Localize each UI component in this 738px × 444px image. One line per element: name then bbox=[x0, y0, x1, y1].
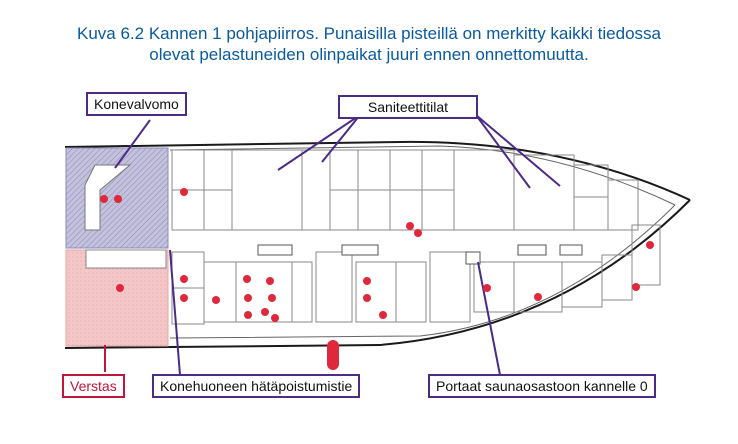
survivor-dot bbox=[363, 277, 371, 285]
survivor-dot bbox=[646, 241, 654, 249]
survivor-dot bbox=[100, 195, 108, 203]
survivor-dot bbox=[116, 284, 124, 292]
survivor-dot bbox=[212, 296, 220, 304]
survivor-dot bbox=[244, 311, 252, 319]
survivor-dot bbox=[406, 222, 414, 230]
caption-line-1: Kuva 6.2 Kannen 1 pohjapiirros. Punaisilla pisteillä on merkitty kaikki tiedossa bbox=[77, 24, 661, 43]
survivor-dot bbox=[379, 311, 387, 319]
label-hatapoistumistie: Konehuoneen hätäpoistumistie bbox=[152, 374, 360, 398]
survivor-dot bbox=[180, 188, 188, 196]
survivor-dot bbox=[271, 314, 279, 322]
survivor-dot bbox=[266, 277, 274, 285]
survivor-dot bbox=[180, 275, 188, 283]
red-hull-marker bbox=[327, 340, 339, 370]
survivor-dot bbox=[632, 283, 640, 291]
label-verstas: Verstas bbox=[62, 374, 125, 398]
survivor-dot bbox=[483, 284, 491, 292]
survivor-dot bbox=[268, 294, 276, 302]
corridor-strip bbox=[86, 250, 166, 268]
label-konevalvomo: Konevalvomo bbox=[86, 92, 187, 116]
label-portaat: Portaat saunaosastoon kannelle 0 bbox=[428, 374, 656, 398]
stair-blocks bbox=[258, 245, 582, 264]
pointer-lines bbox=[115, 115, 560, 375]
survivor-dot bbox=[534, 293, 542, 301]
survivor-dot bbox=[114, 195, 122, 203]
survivor-dot bbox=[244, 294, 252, 302]
survivor-dot bbox=[180, 294, 188, 302]
survivor-dot bbox=[363, 294, 371, 302]
survivor-dot bbox=[414, 229, 422, 237]
survivor-dot bbox=[243, 275, 251, 283]
caption-line-2: olevat pelastuneiden olinpaikat juuri ennen onnettomuutta. bbox=[149, 45, 589, 64]
survivor-dot bbox=[261, 308, 269, 316]
label-saniteettitilat: Saniteettitilat bbox=[338, 95, 478, 119]
